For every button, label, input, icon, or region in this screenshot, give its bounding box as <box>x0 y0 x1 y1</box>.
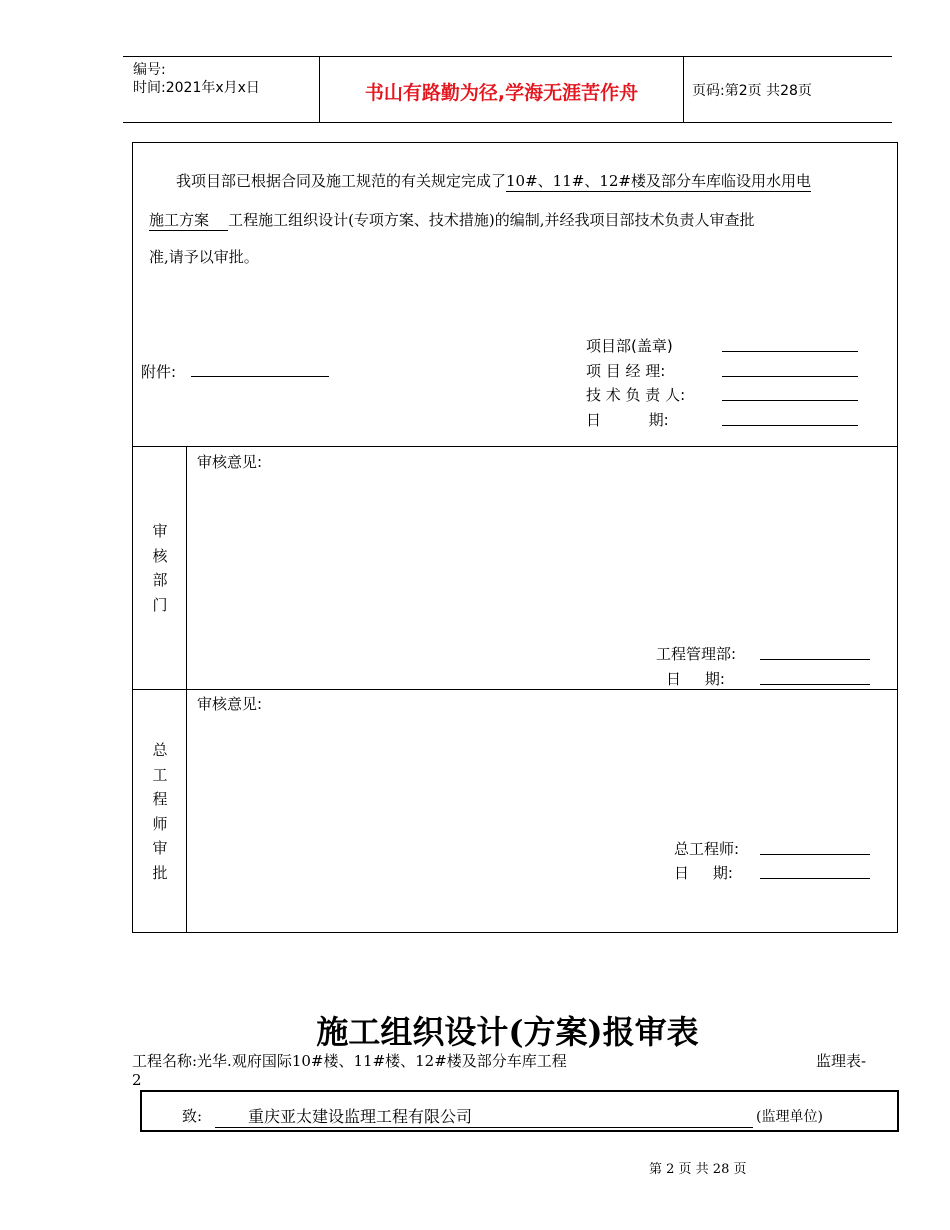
side-char: 审 <box>152 839 168 857</box>
side-char: 核 <box>152 546 168 565</box>
review-dept-side-label <box>150 519 170 617</box>
side-char: 程 <box>152 790 168 808</box>
document-number-label: 编号: <box>133 62 166 78</box>
attachment-label: 附件: <box>141 363 177 381</box>
form-title: 施工组织设计(方案)报审表 <box>316 1013 699 1051</box>
recipient-company[interactable]: 重庆亚太建设监理工程有限公司 <box>215 1104 753 1128</box>
project-manager-field[interactable] <box>722 376 858 377</box>
chief-date-field[interactable] <box>760 878 870 879</box>
page-footer: 第 2 页 共 28 页 <box>649 1162 747 1177</box>
engineering-dept-field[interactable] <box>760 659 870 660</box>
statement-line-1 <box>176 170 811 192</box>
header-top-rule <box>123 56 892 57</box>
project-name-line: 工程名称:光华.观府国际10#楼、11#楼、12#楼及部分车库工程 <box>132 1052 567 1070</box>
chief-opinion-field[interactable] <box>197 717 887 827</box>
chief-engineer-label: 总工程师: <box>674 840 740 858</box>
application-date-field[interactable] <box>722 425 858 426</box>
side-char: 师 <box>152 814 168 833</box>
review-date-field[interactable] <box>760 684 870 685</box>
chief-engineer-field[interactable] <box>760 854 870 855</box>
table-row-divider <box>132 689 898 690</box>
project-manager-label: 项 目 经 理: <box>586 362 666 380</box>
header-motto: 书山有路勤为径,学海无涯苦作舟 <box>364 82 639 104</box>
chief-date-label: 日 期: <box>674 864 733 882</box>
review-date-label: 日 期: <box>666 670 725 688</box>
engineering-dept-label: 工程管理部: <box>656 645 737 663</box>
header-divider <box>683 56 684 123</box>
tech-lead-label: 技 术 负 责 人: <box>586 386 686 404</box>
plan-name-field: 施工方案 <box>149 211 229 229</box>
attachment-field[interactable] <box>191 376 329 377</box>
form-code: 监理表- <box>816 1052 867 1070</box>
statement-body: 工程施工组织设计(专项方案、技术措施)的编制,并经我项目部技术负责人审查批 <box>228 211 755 229</box>
chief-engineer-side-label <box>150 738 170 885</box>
header-bottom-rule <box>123 122 892 123</box>
table-row-divider <box>132 446 898 447</box>
chief-opinion-label: 审核意见: <box>197 695 263 713</box>
project-dept-seal-field[interactable] <box>722 351 858 352</box>
statement-line-3: 准,请予以审批。 <box>149 248 259 266</box>
tech-lead-field[interactable] <box>722 400 858 401</box>
page-indicator: 页码:第2页 共28页 <box>692 83 812 99</box>
review-opinion-field[interactable] <box>197 475 887 635</box>
application-date-label: 日 期: <box>586 411 669 429</box>
statement-lead: 我项目部已根据合同及施工规范的有关规定完成了 <box>176 172 507 190</box>
form-code-continued: 2 <box>132 1071 142 1089</box>
table-border-bottom <box>132 932 898 933</box>
review-opinion-label: 审核意见: <box>197 453 263 471</box>
table-border-right <box>897 142 898 933</box>
statement-line-2 <box>149 209 755 231</box>
side-char: 审 <box>152 522 168 540</box>
project-dept-seal-label: 项目部(盖章) <box>586 337 673 355</box>
project-name-field: 10#、11#、12#楼及部分车库临设用水用电 <box>506 172 811 190</box>
document-time-label: 时间:2021年x月x日 <box>133 80 260 96</box>
side-char: 部 <box>152 571 168 589</box>
recipient-label: 致: <box>182 1107 203 1125</box>
side-char: 总 <box>152 741 168 759</box>
side-char: 工 <box>152 765 168 784</box>
table-border-top <box>132 142 898 143</box>
table-column-divider <box>186 446 187 933</box>
side-char: 批 <box>152 863 168 882</box>
recipient-suffix: (监理单位) <box>756 1109 823 1125</box>
table-border-left <box>132 142 133 933</box>
side-char: 门 <box>152 595 168 614</box>
